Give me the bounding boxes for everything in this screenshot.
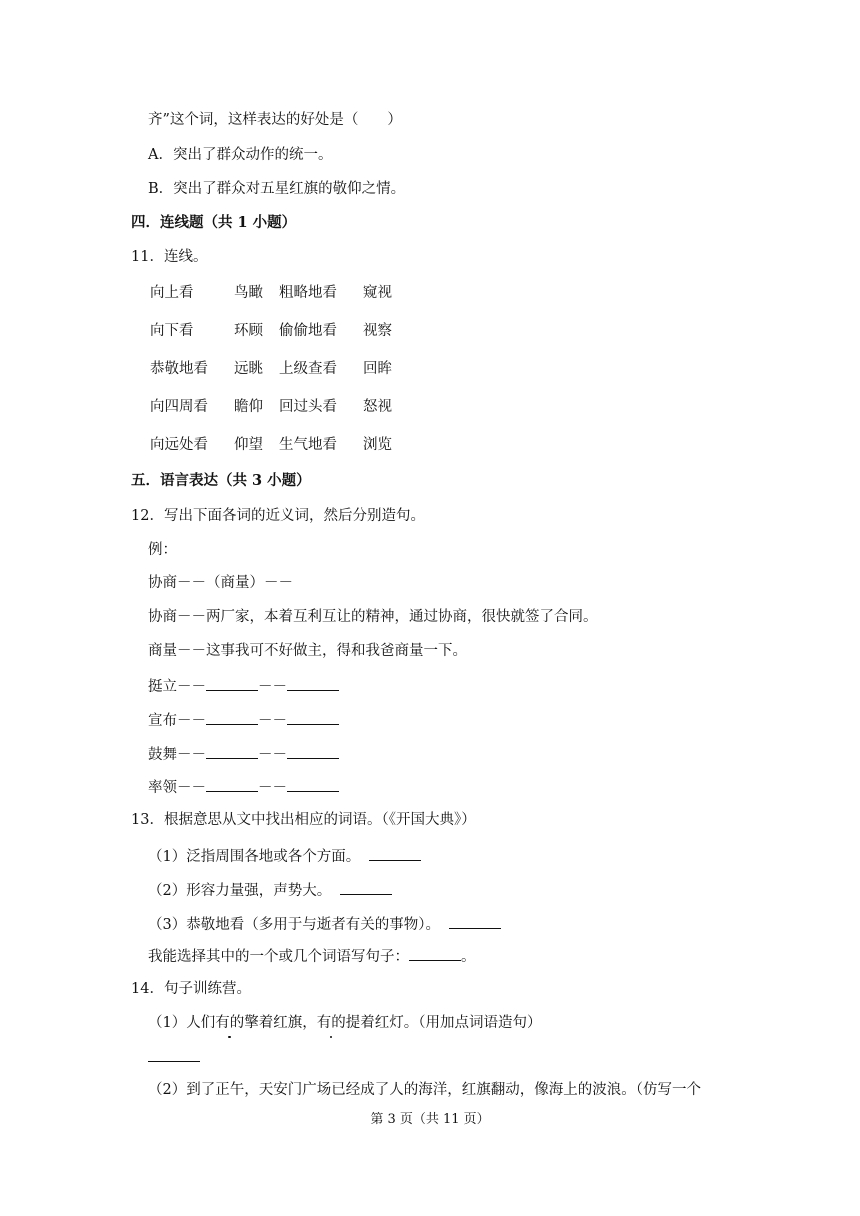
q12-item [148, 675, 339, 697]
q14-stem: 14．句子训练营。 [131, 981, 251, 997]
q13-item-1 [148, 845, 421, 867]
q11-cell: 鸟瞰 [234, 285, 263, 301]
answer-blank[interactable] [369, 845, 421, 861]
answer-blank[interactable] [287, 675, 339, 691]
q12-item-word: 宣布 [148, 713, 177, 729]
q14-part-1-text: 擎着红旗， [244, 1015, 317, 1031]
q11-cell: 回眸 [363, 361, 392, 377]
q13-item-text: （3）恭敬地看（多用于与逝者有关的事物）。 [148, 917, 440, 933]
q13-item-3 [148, 913, 501, 935]
q10-option-a: A．突出了群众动作的统一。 [148, 147, 333, 163]
q12-item [148, 743, 339, 765]
answer-blank[interactable] [206, 743, 258, 759]
answer-blank[interactable] [206, 776, 258, 792]
page-footer: 第 3 页（共 11 页） [370, 1112, 490, 1127]
q11-cell: 远眺 [234, 361, 263, 377]
q10-continuation: 齐”这个词，这样表达的好处是（ ） [148, 112, 402, 128]
q11-stem: 11．连线。 [131, 249, 208, 265]
q11-cell: 怒视 [363, 399, 392, 415]
q13-write-prompt: 我能选择其中的一个或几个词语写句子： [148, 949, 409, 965]
answer-blank[interactable] [449, 913, 501, 929]
q12-stem: 12．写出下面各词的近义词，然后分别造句。 [131, 508, 425, 524]
q14-part-1-text: 提着红灯。（用加点词语造句） [345, 1015, 542, 1031]
q11-cell: 回过头看 [279, 399, 337, 415]
q11-cell: 上级查看 [279, 361, 337, 377]
answer-blank[interactable] [287, 743, 339, 759]
q12-item-word: 挺立 [148, 679, 177, 695]
q12-example-line-1: 协商－－（商量）－－ [148, 575, 293, 591]
q12-separator: －－ [177, 713, 206, 729]
answer-blank[interactable] [206, 709, 258, 725]
q11-cell: 向四周看 [150, 399, 208, 415]
q11-cell: 浏览 [363, 437, 392, 453]
q12-item-word: 率领 [148, 780, 177, 796]
emphasis-word-1: 有的 [215, 1015, 245, 1031]
q14-part-2: （2）到了正午，天安门广场已经成了人的海洋，红旗翻动，像海上的波浪。（仿写一个 [148, 1082, 701, 1098]
q12-separator: －－ [258, 713, 287, 729]
q12-separator: －－ [177, 679, 206, 695]
q11-cell: 视察 [363, 323, 392, 339]
q13-item-text: （1）泛指周围各地或各个方面。 [148, 849, 361, 865]
answer-blank[interactable] [409, 945, 461, 961]
q10-option-b: B．突出了群众对五星红旗的敬仰之情。 [148, 181, 406, 197]
q11-cell: 向上看 [150, 285, 194, 301]
q12-separator: －－ [177, 747, 206, 763]
q12-item [148, 709, 339, 731]
q14-part-1 [148, 1013, 541, 1033]
q11-cell: 向远处看 [150, 437, 208, 453]
q11-cell: 环顾 [234, 323, 263, 339]
q13-write-sentence [148, 945, 476, 967]
q11-cell: 恭敬地看 [150, 361, 208, 377]
q11-cell: 窥视 [363, 285, 392, 301]
answer-blank[interactable] [287, 709, 339, 725]
q12-example-line-2: 协商－－两厂家，本着互利互让的精神，通过协商，很快就签了合同。 [148, 609, 598, 625]
q11-cell: 瞻仰 [234, 399, 263, 415]
answer-blank[interactable] [148, 1046, 200, 1062]
q11-cell: 向下看 [150, 323, 194, 339]
section-5-heading: 五．语言表达（共 3 小题） [131, 472, 311, 489]
section-4-heading: 四．连线题（共 1 小题） [131, 214, 297, 231]
q12-separator: －－ [258, 679, 287, 695]
q12-separator: －－ [177, 780, 206, 796]
q11-cell: 生气地看 [279, 437, 337, 453]
answer-blank[interactable] [340, 879, 392, 895]
q13-item-2 [148, 879, 392, 901]
emphasis-word-2: 有的 [316, 1015, 346, 1031]
q11-cell: 粗略地看 [279, 285, 337, 301]
q14-part-1-text: （1）人们 [148, 1015, 216, 1031]
q13-item-text: （2）形容力量强，声势大。 [148, 883, 332, 899]
answer-blank[interactable] [287, 776, 339, 792]
q11-cell: 仰望 [234, 437, 263, 453]
q13-stem: 13．根据意思从文中找出相应的词语。（《开国大典》） [131, 812, 476, 828]
q12-example-label: 例： [148, 542, 177, 558]
answer-blank[interactable] [206, 675, 258, 691]
q11-cell: 偷偷地看 [279, 323, 337, 339]
q12-example-line-3: 商量－－这事我可不好做主，得和我爸商量一下。 [148, 643, 467, 659]
q13-write-end: 。 [461, 949, 476, 965]
q12-separator: －－ [258, 747, 287, 763]
q14-answer-line [148, 1046, 200, 1068]
q12-separator: －－ [258, 780, 287, 796]
q12-item-word: 鼓舞 [148, 747, 177, 763]
q12-item [148, 776, 339, 798]
